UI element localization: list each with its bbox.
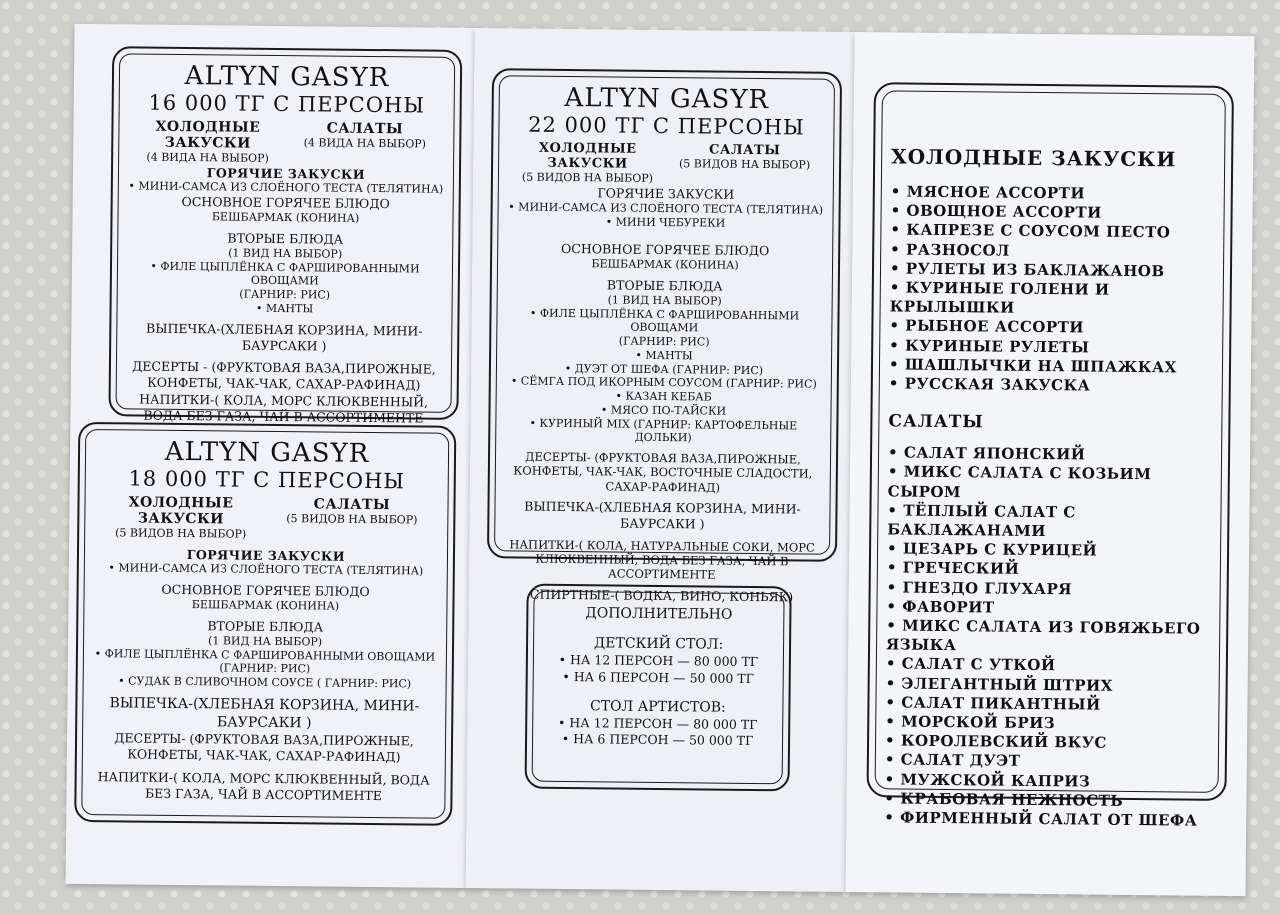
cold-note: (5 ВИДОВ НА ВЫБОР) — [521, 170, 654, 185]
main-item: БЕШБАРМАК (КОНИНА) — [591, 257, 739, 272]
salad-title: САЛАТЫ — [326, 120, 404, 138]
cold-note: (4 ВИДА НА ВЫБОР) — [146, 150, 269, 165]
salad-list-item: • МИКС САЛАТА С КОЗЬИМ СЫРОМ — [888, 463, 1214, 505]
second-item: (ГАРНИР: РИС) — [219, 661, 311, 676]
cold-list-item: • ШАШЛЫЧКИ НА ШПАЖКАХ — [889, 355, 1215, 378]
artists-item: • НА 12 ПЕРСОН — 80 000 ТГ — [557, 715, 758, 733]
main-item: БЕШБАРМАК (КОНИНА) — [211, 210, 360, 225]
salad-list-item: • САЛАТ С УТКОЙ — [886, 655, 1212, 678]
dish-list-frame — [866, 82, 1233, 830]
hot-item: • МИНИ-САМСА ИЗ СЛОЁНОГО ТЕСТА (ТЕЛЯТИНА) — [108, 560, 424, 578]
salad-list-item: • САЛАТ ЯПОНСКИЙ — [888, 444, 1214, 467]
second-item: • ДУЭТ ОТ ШЕФА (ГАРНИР: РИС) — [564, 361, 764, 377]
cold-title: ХОЛОДНЫЕ ЗАКУСКИ — [128, 494, 234, 528]
artists-item: • НА 6 ПЕРСОН — 50 000 ТГ — [561, 731, 754, 749]
hot-title: ГОРЯЧИЕ ЗАКУСКИ — [597, 185, 735, 202]
salad-list-title: САЛАТЫ — [888, 411, 984, 433]
main-title: ОСНОВНОЕ ГОРЯЧЕЕ БЛЮДО — [181, 193, 390, 211]
cold-note: (5 ВИДОВ НА ВЫБОР) — [115, 526, 247, 541]
price-title: 16 000 ТГ С ПЕРСОНЫ — [148, 90, 426, 118]
brand-title: ALTYN GASYR — [564, 82, 770, 116]
brand-title: ALTYN GASYR — [164, 436, 370, 469]
salad-list-item: • КОРОЛЕВСКИЙ ВКУС — [885, 732, 1211, 755]
salad-list — [884, 444, 1214, 831]
main-item: БЕШБАРМАК (КОНИНА) — [191, 597, 340, 613]
brand-title: ALTYN GASYR — [184, 61, 390, 94]
salad-list-item: • САЛАТ ПИКАНТНЫЙ — [885, 693, 1211, 716]
cold-salad-row — [123, 118, 449, 167]
dessert-line: ДЕСЕРТЫ- (ФРУКТОВАЯ ВАЗА,ПИРОЖНЫЕ, КОНФЕТЫ, ЧАК-ЧАК, САХАР-РАФИНАД) — [114, 730, 414, 765]
main-title: ОСНОВНОЕ ГОРЯЧЕЕ БЛЮДО — [560, 240, 770, 258]
salad-list-item: • САЛАТ ДУЭТ — [885, 751, 1211, 774]
menu-brochure — [66, 24, 1255, 896]
second-item: (ГАРНИР: РИС) — [239, 287, 331, 302]
dessert-line: ДЕСЕРТЫ- (ФРУКТОВАЯ ВАЗА,ПИРОЖНЫЕ, КОНФЕТЫ, ЧАК-ЧАК, ВОСТОЧНЫЕ СЛАДОСТИ, САХАР-РАФИНАД) — [513, 449, 813, 495]
second-item: • СУДАК В СЛИВОЧНОМ СОУСЕ ( ГАРНИР: РИС) — [118, 674, 412, 691]
cold-list-item: • РАЗНОСОЛ — [890, 240, 1216, 263]
cold-list-item: • РУССКАЯ ЗАКУСКА — [889, 374, 1215, 397]
salad-list-item: • ФАВОРИТ — [886, 597, 1212, 620]
cold-title: ХОЛОДНЫЕ ЗАКУСКИ — [538, 140, 637, 172]
second-title: ВТОРЫЕ БЛЮДА — [227, 229, 344, 247]
second-item: • КУРИНЫЙ MIX (ГАРНИР: КАРТОФЕЛЬНЫЕ ДОЛЬКИ) — [529, 416, 798, 445]
bakery-line: ВЫПЕЧКА-(ХЛЕБНАЯ КОРЗИНА, МИНИ-БАУРСАКИ ) — [524, 498, 801, 532]
salad-list-item: • МУЖСКОЙ КАПРИЗ — [885, 770, 1211, 793]
kids-title: ДЕТСКИЙ СТОЛ: — [593, 635, 724, 653]
left-panel — [66, 24, 475, 888]
menu-16000 — [108, 46, 462, 426]
kids-item: • НА 12 ПЕРСОН — 80 000 ТГ — [558, 652, 759, 670]
hot-item: • МИНИ-САМСА ИЗ СЛОЁНОГО ТЕСТА (ТЕЛЯТИНА) — [508, 200, 824, 217]
second-title: ВТОРЫЕ БЛЮДА — [606, 276, 723, 294]
salad-note: (4 ВИДА НА ВЫБОР) — [303, 136, 427, 151]
drinks-line: НАПИТКИ-( КОЛА, НАТУРАЛЬНЫЕ СОКИ, МОРС КЛЮКВЕННЫЙ, ВОДА БЕЗ ГАЗА, ЧАЙ В АССОРТИМЕНТЕ — [509, 537, 815, 582]
cold-salad-row — [89, 494, 443, 543]
second-note: (1 ВИД НА ВЫБОР) — [208, 634, 323, 649]
price-title: 22 000 ТГ С ПЕРСОНЫ — [528, 112, 805, 140]
middle-panel — [466, 28, 855, 892]
cold-list-item: • КУРИНЫЕ РУЛЕТЫ — [889, 336, 1215, 359]
second-item: (ГАРНИР: РИС) — [618, 334, 710, 349]
right-panel — [845, 32, 1254, 896]
cold-salad-row — [503, 140, 829, 187]
salad-list-item: • ГНЕЗДО ГЛУХАРЯ — [887, 578, 1213, 601]
cold-list — [889, 182, 1217, 397]
salad-note: (5 ВИДОВ НА ВЫБОР) — [286, 512, 418, 527]
salad-list-item: • МИКС САЛАТА ИЗ ГОВЯЖЬЕГО ЯЗЫКА — [886, 616, 1212, 658]
main-title: ОСНОВНОЕ ГОРЯЧЕЕ БЛЮДО — [161, 581, 370, 599]
second-item: • МАНТЫ — [255, 301, 314, 316]
second-note: (1 ВИД НА ВЫБОР) — [228, 246, 343, 261]
second-item: • ФИЛЕ ЦЫПЛЁНКА С ФАРШИРОВАННЫМИ ОВОЩАМИ — [94, 646, 436, 664]
cold-list-item: • КАПРЕЗЕ С СОУСОМ ПЕСТО — [890, 221, 1216, 244]
cold-list-item: • МЯСНОЕ АССОРТИ — [891, 182, 1217, 205]
salad-title: САЛАТЫ — [313, 496, 391, 514]
menu-22000 — [487, 68, 842, 605]
second-title: ВТОРЫЕ БЛЮДА — [207, 617, 324, 634]
second-item: • СЁМГА ПОД ИКОРНЫМ СОУСОМ (ГАРНИР: РИС) — [510, 374, 817, 391]
second-item: • МЯСО ПО-ТАЙСКИ — [600, 403, 727, 418]
salad-list-item: • КРАБОВАЯ НЕЖНОСТЬ — [884, 789, 1210, 812]
second-note: (1 ВИД НА ВЫБОР) — [607, 293, 722, 308]
second-item: • ФИЛЕ ЦЫПЛЁНКА С ФАРШИРОВАННЫМИ ОВОЩАМИ — [529, 306, 800, 335]
hot-item: • МИНИ ЧЕБУРЕКИ — [605, 215, 726, 230]
second-item: • КАЗАН КЕБАБ — [615, 389, 712, 404]
hot-title: ГОРЯЧИЕ ЗАКУСКИ — [186, 546, 346, 564]
bakery-line: ВЫПЕЧКА-(ХЛЕБНАЯ КОРЗИНА, МИНИ-БАУРСАКИ ) — [109, 694, 420, 732]
salad-list-item: • ЦЕЗАРЬ С КУРИЦЕЙ — [887, 540, 1213, 563]
salad-list-item: • ГРЕЧЕСКИЙ — [887, 559, 1213, 582]
cold-title: ХОЛОДНЫЕ ЗАКУСКИ — [155, 118, 261, 152]
cold-list-item: • РЫБНОЕ АССОРТИ — [889, 317, 1215, 340]
drinks-line: НАПИТКИ-( КОЛА, МОРС КЛЮКВЕННЫЙ, ВОДА БЕЗ ГАЗА, ЧАЙ В АССОРТИМЕНТЕ — [139, 391, 429, 426]
cold-list-item: • КУРИНЫЕ ГОЛЕНИ И КРЫЛЫШКИ — [890, 278, 1216, 320]
kids-item: • НА 6 ПЕРСОН — 50 000 ТГ — [562, 668, 755, 686]
salad-note: (5 ВИДОВ НА ВЫБОР) — [678, 157, 811, 172]
hot-title: ГОРЯЧИЕ ЗАКУСКИ — [206, 164, 366, 182]
second-item: • ФИЛЕ ЦЫПЛЁНКА С ФАРШИРОВАННЫМИ ОВОЩАМИ — [150, 259, 420, 288]
artists-title: СТОЛ АРТИСТОВ: — [589, 698, 726, 716]
menu-18000 — [74, 422, 456, 826]
dessert-line: ДЕСЕРТЫ - (ФРУКТОВАЯ ВАЗА,ПИРОЖНЫЕ, КОНФЕТЫ, ЧАК-ЧАК, САХАР-РАФИНАД) — [132, 358, 436, 393]
spirits-line: СПИРТНЫЕ-( ВОДКА, ВИНО, КОНЬЯК) — [529, 586, 794, 605]
drinks-line: НАПИТКИ-( КОЛА, МОРС КЛЮКВЕННЫЙ, ВОДА БЕЗ ГАЗА, ЧАЙ В АССОРТИМЕНТЕ — [97, 768, 430, 803]
salad-list-item: • МОРСКОЙ БРИЗ — [885, 712, 1211, 735]
second-item: • МАНТЫ — [635, 348, 693, 363]
extra-box — [525, 584, 792, 792]
price-title: 18 000 ТГ С ПЕРСОНЫ — [128, 466, 406, 494]
hot-item: • МИНИ-САМСА ИЗ СЛОЁНОГО ТЕСТА (ТЕЛЯТИНА) — [128, 179, 444, 196]
salad-list-item: • ТЁПЛЫЙ САЛАТ С БАКЛАЖАНАМИ — [887, 501, 1213, 543]
salad-title: САЛАТЫ — [708, 142, 781, 159]
salad-list-item: • ЭЛЕГАНТНЫЙ ШТРИХ — [886, 674, 1212, 697]
cold-list-item: • ОВОЩНОЕ АССОРТИ — [891, 202, 1217, 225]
extra-title: ДОПОЛНИТЕЛЬНО — [585, 605, 733, 623]
cold-list-title: ХОЛОДНЫЕ ЗАКУСКИ — [891, 144, 1177, 172]
cold-list-item: • РУЛЕТЫ ИЗ БАКЛАЖАНОВ — [890, 259, 1216, 282]
salad-list-item: • ФИРМЕННЫЙ САЛАТ ОТ ШЕФА — [884, 808, 1210, 831]
bakery-line: ВЫПЕЧКА-(ХЛЕБНАЯ КОРЗИНА, МИНИ-БАУРСАКИ ) — [145, 320, 423, 354]
